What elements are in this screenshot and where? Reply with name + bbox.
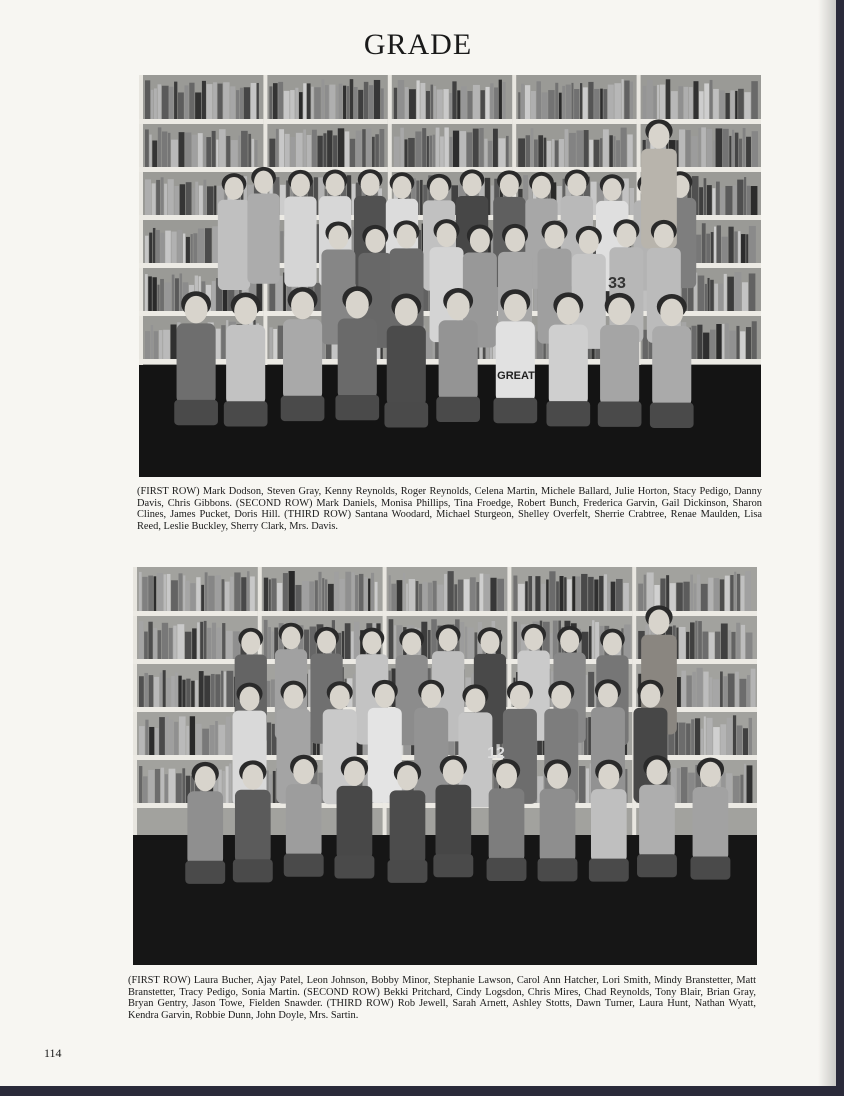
class-photo-1 [139,75,761,477]
photo-1-caption: (FIRST ROW) Mark Dodson, Steven Gray, Kenny Reynolds, Roger Reynolds, Celena Martin, Michele Ballard, Julie Horton, Stacy Pedigo, Danny Davis, Chris Gibbons. (SECOND ROW) Mark Daniels, Monisa Phillips, Tina Froedge, Robert Bunch, Frederica Garvin, Gail Dickinson, Sharon Clines, James Pucket, Doris Hill. (THIRD ROW) Santana Woodard, Michael Sturgeon, Shelley Overfelt, Sherrie Crabtree, Renae Maulden, Lisa Reed, Leslie Buckley, Sherry Clark, Mrs. Davis. [137,486,762,532]
class-photo-1-image [139,75,761,477]
class-photo-2-image [133,567,757,965]
class-photo-2 [133,567,757,965]
shirt-number-12: 12 [487,745,505,762]
page-title: GRADE [363,28,473,61]
page-number: 114 [44,1046,62,1060]
shirt-text-great: GREAT [497,370,535,382]
photo-2-caption: (FIRST ROW) Laura Bucher, Ajay Patel, Leon Johnson, Bobby Minor, Stephanie Lawson, Carol Ann Hatcher, Lori Smith, Mindy Branstetter, Matt Branstetter, Tracy Pedigo, Sonia Martin. (SECOND ROW) Bekki Pritchard, Cindy Logsdon, Chris Mires, Chad Reynolds, Tony Blair, Brian Gray, Bryan Gentry, Jason Towe, Fielden Snawder. (THIRD ROW) Rob Jewell, Sarah Arnett, Ashley Stotts, Dawn Turner, Laura Hunt, Nathan Wyatt, Kendra Garvin, Robbie Dunn, John Doyle, Mrs. Sartin. [128,975,756,1021]
shirt-number-33: 33 [608,275,626,292]
